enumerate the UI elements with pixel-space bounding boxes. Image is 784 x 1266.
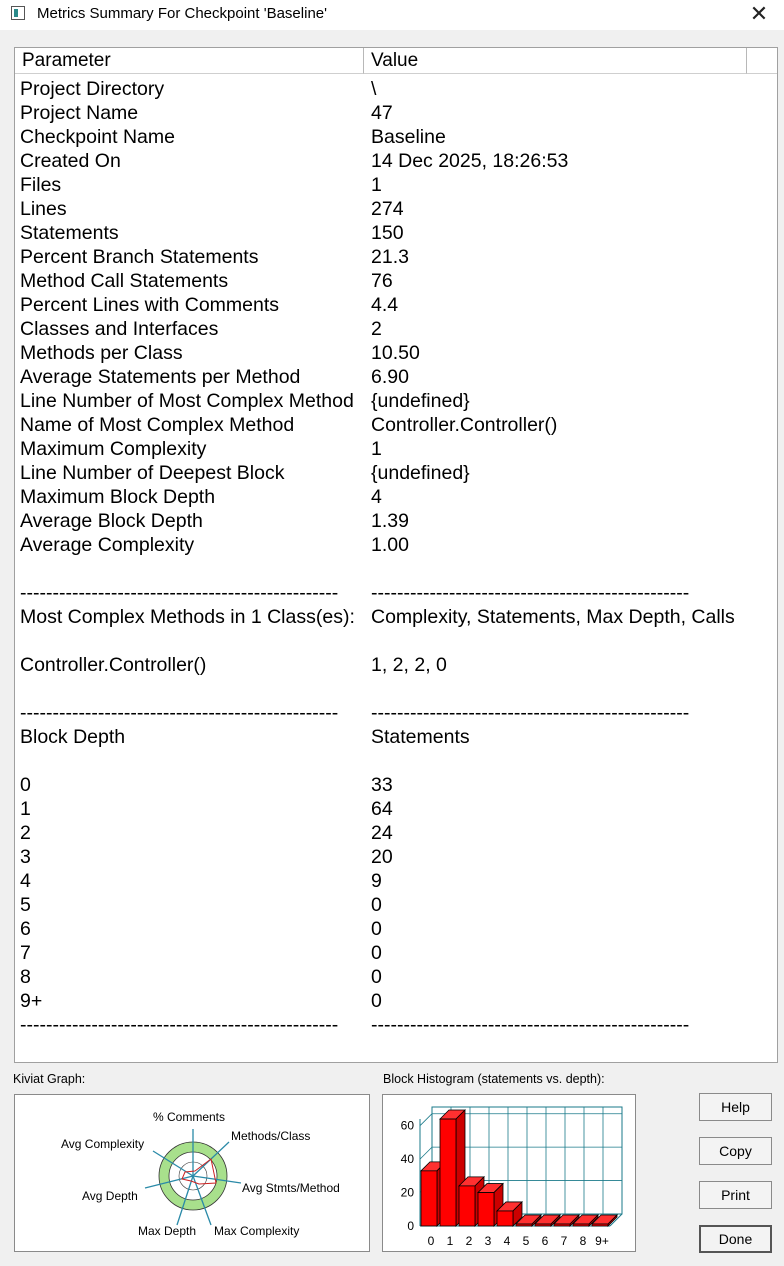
parameter-cell: Line Number of Most Complex Method bbox=[20, 390, 354, 412]
parameter-cell: Average Statements per Method bbox=[20, 366, 301, 388]
value-cell: 0 bbox=[371, 966, 382, 988]
value-cell: 4 bbox=[371, 486, 382, 508]
parameter-cell: 8 bbox=[20, 966, 31, 988]
table-row[interactable] bbox=[15, 965, 778, 989]
table-row[interactable] bbox=[15, 101, 778, 125]
value-cell: 1, 2, 2, 0 bbox=[371, 654, 447, 676]
table-row[interactable] bbox=[15, 485, 778, 509]
print-button[interactable]: Print bbox=[699, 1181, 772, 1209]
parameter-cell: 7 bbox=[20, 942, 31, 964]
table-row[interactable] bbox=[15, 221, 778, 245]
table-row[interactable] bbox=[15, 317, 778, 341]
value-cell: \ bbox=[371, 78, 377, 100]
histogram-grid-diagonal bbox=[420, 1147, 432, 1159]
parameter-cell: Name of Most Complex Method bbox=[20, 414, 295, 436]
axis-label-comments: % Comments bbox=[153, 1110, 226, 1124]
column-header-filler bbox=[747, 48, 777, 74]
histogram-bar bbox=[421, 1171, 437, 1226]
parameter-cell: Classes and Interfaces bbox=[20, 318, 219, 340]
parameter-cell: Project Name bbox=[20, 102, 139, 124]
value-cell: 150 bbox=[371, 222, 404, 244]
histogram-svg bbox=[383, 1095, 635, 1251]
parameter-cell: ------------------------------------------------- bbox=[20, 1014, 339, 1036]
value-cell: 0 bbox=[371, 942, 382, 964]
kiviat-svg bbox=[15, 1095, 369, 1251]
table-row[interactable] bbox=[15, 941, 778, 965]
value-cell: Baseline bbox=[371, 126, 446, 148]
x-tick-label: 9+ bbox=[595, 1234, 609, 1248]
block-histogram bbox=[382, 1094, 636, 1252]
parameter-cell: Percent Branch Statements bbox=[20, 246, 259, 268]
table-row[interactable] bbox=[15, 149, 778, 173]
parameter-cell: Methods per Class bbox=[20, 342, 183, 364]
parameter-cell: Percent Lines with Comments bbox=[20, 294, 280, 316]
value-cell: ------------------------------------------------- bbox=[371, 582, 690, 604]
table-row[interactable] bbox=[15, 845, 778, 869]
close-icon[interactable]: ✕ bbox=[749, 1, 769, 26]
metrics-list[interactable] bbox=[14, 47, 778, 1063]
done-button[interactable]: Done bbox=[699, 1225, 772, 1253]
table-row[interactable] bbox=[15, 989, 778, 1013]
table-row[interactable] bbox=[15, 413, 778, 437]
value-cell: 10.50 bbox=[371, 342, 420, 364]
help-button[interactable]: Help bbox=[699, 1093, 772, 1121]
table-row[interactable] bbox=[15, 653, 778, 677]
parameter-cell: Files bbox=[20, 174, 62, 196]
histogram-bar bbox=[478, 1193, 494, 1226]
kiviat-graph-label: Kiviat Graph: bbox=[13, 1072, 86, 1086]
table-row[interactable] bbox=[15, 917, 778, 941]
table-row[interactable] bbox=[15, 197, 778, 221]
table-row[interactable] bbox=[15, 533, 778, 557]
table-row[interactable] bbox=[15, 341, 778, 365]
parameter-cell: Controller.Controller() bbox=[20, 654, 207, 676]
value-cell: 20 bbox=[371, 846, 393, 868]
y-tick-label: 60 bbox=[400, 1118, 414, 1133]
x-tick-label: 6 bbox=[541, 1234, 549, 1248]
value-cell: 0 bbox=[371, 918, 382, 940]
parameter-cell: ------------------------------------------------- bbox=[20, 582, 339, 604]
y-tick-label: 0 bbox=[407, 1219, 414, 1233]
table-row[interactable] bbox=[15, 797, 778, 821]
value-cell: 4.4 bbox=[371, 294, 399, 316]
table-row[interactable] bbox=[15, 389, 778, 413]
table-row[interactable] bbox=[15, 293, 778, 317]
parameter-cell: Checkpoint Name bbox=[20, 126, 175, 148]
value-cell: Statements bbox=[371, 726, 470, 748]
value-cell: 76 bbox=[371, 270, 393, 292]
table-row[interactable] bbox=[15, 365, 778, 389]
parameter-cell: Block Depth bbox=[20, 726, 126, 748]
block-histogram-label: Block Histogram (statements vs. depth): bbox=[383, 1072, 605, 1086]
value-cell: 1 bbox=[371, 438, 382, 460]
y-tick-label: 40 bbox=[400, 1152, 414, 1167]
parameter-cell: Maximum Block Depth bbox=[20, 486, 216, 508]
value-cell: Complexity, Statements, Max Depth, Calls bbox=[371, 606, 735, 628]
parameter-cell: Average Block Depth bbox=[20, 510, 203, 532]
value-cell: 274 bbox=[371, 198, 404, 220]
parameter-cell: 6 bbox=[20, 918, 31, 940]
table-row[interactable] bbox=[15, 749, 778, 773]
histogram-bar bbox=[535, 1224, 551, 1226]
histogram-grid-diagonal bbox=[420, 1114, 432, 1126]
window-title: Metrics Summary For Checkpoint 'Baseline' bbox=[37, 5, 327, 22]
table-row[interactable] bbox=[15, 773, 778, 797]
table-row[interactable] bbox=[15, 509, 778, 533]
histogram-bar bbox=[554, 1224, 570, 1226]
value-cell: 64 bbox=[371, 798, 393, 820]
parameter-cell: Most Complex Methods in 1 Class(es): bbox=[20, 606, 355, 628]
value-cell: 24 bbox=[371, 822, 393, 844]
histogram-bar bbox=[459, 1186, 475, 1226]
parameter-cell: Project Directory bbox=[20, 78, 165, 100]
axis-label-avg-complexity: Avg Complexity bbox=[61, 1137, 145, 1151]
axis-label-avg-stmts: Avg Stmts/Method bbox=[242, 1181, 340, 1195]
parameter-cell: Created On bbox=[20, 150, 121, 172]
value-cell: 6.90 bbox=[371, 366, 409, 388]
value-cell: 9 bbox=[371, 870, 382, 892]
x-tick-label: 2 bbox=[465, 1234, 473, 1248]
x-tick-label: 0 bbox=[427, 1234, 435, 1248]
parameter-cell: Line Number of Deepest Block bbox=[20, 462, 285, 484]
kiviat-graph bbox=[14, 1094, 370, 1252]
parameter-cell: 5 bbox=[20, 894, 31, 916]
parameter-cell: Lines bbox=[20, 198, 67, 220]
parameter-cell: 4 bbox=[20, 870, 31, 892]
histogram-bar bbox=[440, 1119, 456, 1226]
histogram-bar bbox=[497, 1211, 513, 1226]
title-bar bbox=[0, 0, 784, 30]
parameter-cell: 9+ bbox=[20, 990, 43, 1012]
value-cell: 21.3 bbox=[371, 246, 409, 268]
value-cell: 14 Dec 2025, 18:26:53 bbox=[371, 150, 569, 172]
parameter-cell: Statements bbox=[20, 222, 119, 244]
value-cell: 1.39 bbox=[371, 510, 409, 532]
table-row[interactable] bbox=[15, 725, 778, 749]
parameter-cell: Maximum Complexity bbox=[20, 438, 207, 460]
value-cell: ------------------------------------------------- bbox=[371, 702, 690, 724]
table-row[interactable] bbox=[15, 437, 778, 461]
x-tick-label: 3 bbox=[484, 1234, 492, 1248]
axis-label-avg-depth: Avg Depth bbox=[82, 1189, 138, 1203]
copy-button[interactable]: Copy bbox=[699, 1137, 772, 1165]
axis-label-max-depth: Max Depth bbox=[138, 1224, 197, 1238]
table-row[interactable] bbox=[15, 869, 778, 893]
x-tick-label: 4 bbox=[503, 1234, 511, 1248]
x-tick-label: 1 bbox=[446, 1234, 454, 1248]
metrics-rows bbox=[15, 77, 778, 1037]
histogram-bar bbox=[516, 1224, 532, 1226]
column-header-value[interactable]: Value bbox=[364, 48, 747, 74]
value-cell: 2 bbox=[371, 318, 382, 340]
axis-label-methods-class: Methods/Class bbox=[231, 1129, 311, 1143]
table-row[interactable] bbox=[15, 821, 778, 845]
table-row[interactable] bbox=[15, 125, 778, 149]
y-tick-label: 20 bbox=[400, 1185, 414, 1200]
table-row[interactable] bbox=[15, 77, 778, 101]
table-row[interactable] bbox=[15, 893, 778, 917]
column-header-parameter[interactable]: Parameter bbox=[15, 48, 364, 74]
histogram-bar bbox=[592, 1224, 608, 1226]
x-tick-label: 7 bbox=[560, 1234, 568, 1248]
parameter-cell: Average Complexity bbox=[20, 534, 195, 556]
table-row[interactable] bbox=[15, 269, 778, 293]
table-row[interactable] bbox=[15, 629, 778, 653]
value-cell: 0 bbox=[371, 990, 382, 1012]
value-cell: Controller.Controller() bbox=[371, 414, 558, 436]
table-row[interactable] bbox=[15, 245, 778, 269]
parameter-cell: ------------------------------------------------- bbox=[20, 702, 339, 724]
value-cell: {undefined} bbox=[371, 390, 470, 412]
histogram-bar bbox=[573, 1224, 589, 1226]
parameter-cell: Method Call Statements bbox=[20, 270, 229, 292]
table-row[interactable] bbox=[15, 1013, 778, 1037]
value-cell: 1 bbox=[371, 174, 382, 196]
x-tick-label: 8 bbox=[579, 1234, 587, 1248]
parameter-cell: 2 bbox=[20, 822, 31, 844]
table-row[interactable] bbox=[15, 173, 778, 197]
table-row[interactable] bbox=[15, 557, 778, 581]
value-cell: 1.00 bbox=[371, 534, 409, 556]
table-row[interactable] bbox=[15, 605, 778, 629]
axis-label-max-complexity: Max Complexity bbox=[214, 1224, 300, 1238]
table-row[interactable] bbox=[15, 701, 778, 725]
value-cell: 47 bbox=[371, 102, 393, 124]
table-row[interactable] bbox=[15, 461, 778, 485]
value-cell: 0 bbox=[371, 894, 382, 916]
parameter-cell: 1 bbox=[20, 798, 31, 820]
app-icon bbox=[11, 6, 25, 20]
value-cell: {undefined} bbox=[371, 462, 470, 484]
parameter-cell: 3 bbox=[20, 846, 31, 868]
value-cell: 33 bbox=[371, 774, 393, 796]
parameter-cell: 0 bbox=[20, 774, 31, 796]
table-row[interactable] bbox=[15, 677, 778, 701]
value-cell: ------------------------------------------------- bbox=[371, 1014, 690, 1036]
x-tick-label: 5 bbox=[522, 1234, 530, 1248]
table-row[interactable] bbox=[15, 581, 778, 605]
